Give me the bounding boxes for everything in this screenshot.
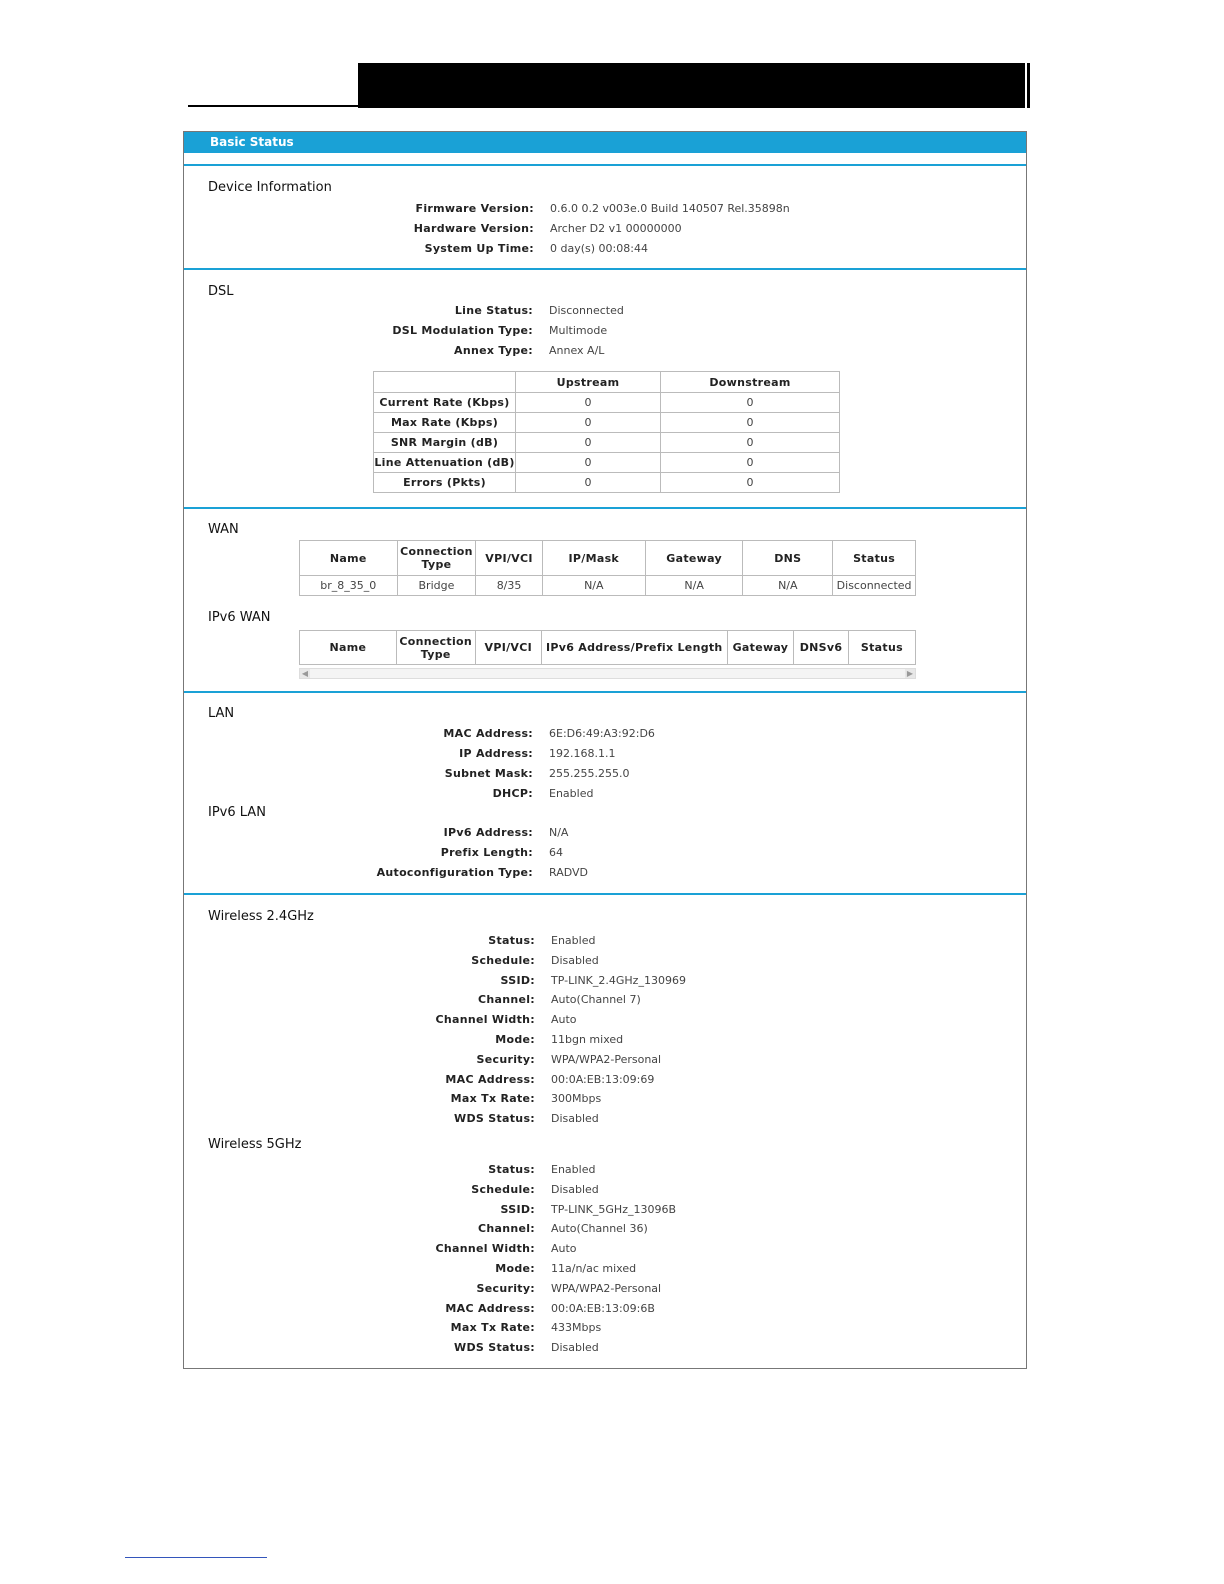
field-value: RADVD [549, 866, 588, 879]
table-row [374, 393, 840, 413]
dsl-table-header [374, 372, 840, 393]
table-cell: 0 [661, 393, 840, 413]
field-value: Disconnected [549, 304, 624, 317]
table-cell: 0 [661, 433, 840, 453]
header-rule [188, 105, 360, 107]
scroll-right-icon[interactable]: ▶ [906, 669, 914, 678]
field-label: Hardware Version: [413, 222, 534, 235]
field-value: 64 [549, 846, 563, 859]
field-label: Annex Type: [454, 344, 533, 357]
ipv6-wan-column-header: Name [300, 631, 397, 665]
field-value: TP-LINK_5GHz_13096B [551, 1202, 677, 1216]
ipv6-lan-title: IPv6 LAN [208, 805, 266, 820]
table-row [374, 433, 840, 453]
ipv6-wan-column-header: IPv6 Address/Prefix Length [541, 631, 727, 665]
wan-column-header: DNS [743, 541, 833, 576]
row-label: Current Rate (Kbps) [374, 393, 516, 413]
table-cell: N/A [645, 576, 743, 596]
field-label: Channel Width: [435, 1013, 535, 1027]
section-divider [184, 164, 1026, 166]
field-label: Security: [476, 1052, 535, 1066]
field-value: Auto [551, 1242, 577, 1256]
wan-table [299, 540, 916, 596]
wireless-5-title: Wireless 5GHz [208, 1137, 302, 1152]
dsl-title: DSL [208, 284, 234, 299]
field-label: Subnet Mask: [444, 767, 533, 780]
field-value: 00:0A:EB:13:09:6B [551, 1301, 655, 1315]
field-value: Auto [551, 1013, 577, 1027]
device-info-title: Device Information [208, 180, 332, 195]
footer-link-underline [125, 1557, 267, 1558]
field-label: SSID: [500, 1202, 535, 1216]
field-label: Mode: [495, 1033, 535, 1046]
lan-title: LAN [208, 706, 235, 721]
wan-column-header: Gateway [645, 541, 743, 576]
ipv6-wan-column-header: VPI/VCI [475, 631, 541, 665]
panel-title: Basic Status [184, 132, 1026, 153]
field-label: MAC Address: [443, 727, 533, 740]
field-value: Enabled [551, 1163, 596, 1176]
section-divider [184, 268, 1026, 270]
field-value: Disabled [551, 1182, 599, 1196]
wireless-24-title: Wireless 2.4GHz [208, 909, 314, 924]
field-label: Channel: [477, 1222, 535, 1236]
field-value: 0 day(s) 00:08:44 [550, 242, 648, 255]
ipv6-wan-column-header: Gateway [727, 631, 794, 665]
section-divider [184, 507, 1026, 509]
field-label: Channel: [477, 993, 535, 1007]
section-divider [184, 893, 1026, 895]
field-label: Channel Width: [435, 1242, 535, 1256]
field-value: 00:0A:EB:13:09:69 [551, 1072, 655, 1086]
field-value: 0.6.0 0.2 v003e.0 Build 140507 Rel.35898n [550, 202, 790, 215]
field-value: TP-LINK_2.4GHz_130969 [551, 973, 686, 987]
field-value: Enabled [551, 934, 596, 947]
field-value: Disabled [551, 1341, 599, 1355]
wan-column-header: Connection Type [397, 541, 476, 576]
field-label: MAC Address: [445, 1072, 535, 1086]
field-value: 433Mbps [551, 1321, 602, 1335]
wan-title: WAN [208, 522, 239, 537]
ipv6-wan-title: IPv6 WAN [208, 610, 271, 625]
field-label: Firmware Version: [415, 202, 534, 215]
field-value: Auto(Channel 7) [551, 993, 641, 1007]
field-label: Status: [488, 934, 535, 947]
field-label: WDS Status: [454, 1112, 535, 1126]
wan-column-header: IP/Mask [542, 541, 645, 576]
dsl-header-blank [374, 372, 516, 393]
dsl-header-downstream: Downstream [661, 372, 840, 393]
table-row [300, 576, 916, 596]
field-value: Disabled [551, 1112, 599, 1126]
field-value: Multimode [549, 324, 608, 337]
table-cell: 0 [661, 453, 840, 473]
ipv6-wan-table [299, 630, 916, 665]
row-label: Max Rate (Kbps) [374, 413, 516, 433]
field-label: IP Address: [459, 747, 533, 760]
field-value: 192.168.1.1 [549, 747, 616, 760]
scroll-left-icon[interactable]: ◀ [301, 669, 309, 678]
field-value: 255.255.255.0 [549, 767, 630, 780]
table-cell: 0 [516, 433, 661, 453]
field-label: Security: [476, 1281, 535, 1295]
row-label: Line Attenuation (dB) [374, 453, 516, 473]
field-label: Max Tx Rate: [450, 1321, 535, 1335]
field-label: Prefix Length: [440, 846, 533, 859]
field-label: Line Status: [454, 304, 533, 317]
wan-column-header: VPI/VCI [476, 541, 542, 576]
table-cell: 0 [661, 413, 840, 433]
table-cell: br_8_35_0 [300, 576, 398, 596]
ipv6-wan-column-header: Status [848, 631, 915, 665]
field-label: Mode: [495, 1262, 535, 1275]
table-cell: Disconnected [833, 576, 916, 596]
field-value: WPA/WPA2-Personal [551, 1281, 662, 1295]
table-cell: 8/35 [476, 576, 542, 596]
table-row [374, 453, 840, 473]
field-label: System Up Time: [424, 242, 534, 255]
field-label: Autoconfiguration Type: [376, 866, 533, 879]
table-cell: 0 [516, 473, 661, 493]
ipv6-wan-scrollbar[interactable] [299, 668, 916, 679]
field-label: IPv6 Address: [443, 826, 533, 839]
field-value: Auto(Channel 36) [551, 1222, 648, 1236]
field-label: Max Tx Rate: [450, 1092, 535, 1106]
table-cell: 0 [516, 453, 661, 473]
table-cell: 0 [661, 473, 840, 493]
dsl-rate-table [373, 371, 840, 493]
field-label: Status: [488, 1163, 535, 1176]
field-value: N/A [549, 826, 569, 839]
field-label: DHCP: [492, 787, 533, 800]
table-cell: 0 [516, 393, 661, 413]
table-row [374, 473, 840, 493]
dsl-header-upstream: Upstream [516, 372, 661, 393]
field-value: Annex A/L [549, 344, 605, 357]
field-label: MAC Address: [445, 1301, 535, 1315]
header-bar [358, 63, 1025, 108]
ipv6-wan-column-header: Connection Type [396, 631, 475, 665]
field-value: 300Mbps [551, 1092, 602, 1106]
ipv6-wan-column-header: DNSv6 [794, 631, 849, 665]
field-value: 11a/n/ac mixed [551, 1262, 637, 1275]
field-value: Enabled [549, 787, 594, 800]
field-value: 6E:D6:49:A3:92:D6 [549, 727, 655, 740]
ipv6-wan-table-header [300, 631, 916, 665]
field-label: SSID: [500, 973, 535, 987]
row-label: SNR Margin (dB) [374, 433, 516, 453]
table-cell: N/A [743, 576, 833, 596]
wan-column-header: Name [300, 541, 398, 576]
field-value: Disabled [551, 953, 599, 967]
field-label: DSL Modulation Type: [392, 324, 533, 337]
field-label: WDS Status: [454, 1341, 535, 1355]
field-value: Archer D2 v1 00000000 [550, 222, 682, 235]
row-label: Errors (Pkts) [374, 473, 516, 493]
field-value: 11bgn mixed [551, 1033, 624, 1046]
table-cell: 0 [516, 413, 661, 433]
field-value: WPA/WPA2-Personal [551, 1052, 662, 1066]
table-cell: Bridge [397, 576, 476, 596]
table-row [374, 413, 840, 433]
field-label: Schedule: [471, 953, 535, 967]
wan-table-header [300, 541, 916, 576]
field-label: Schedule: [471, 1182, 535, 1196]
table-cell: N/A [542, 576, 645, 596]
section-divider [184, 691, 1026, 693]
basic-status-panel [183, 131, 1027, 1369]
header-bar-edge [1027, 63, 1030, 108]
wan-column-header: Status [833, 541, 916, 576]
